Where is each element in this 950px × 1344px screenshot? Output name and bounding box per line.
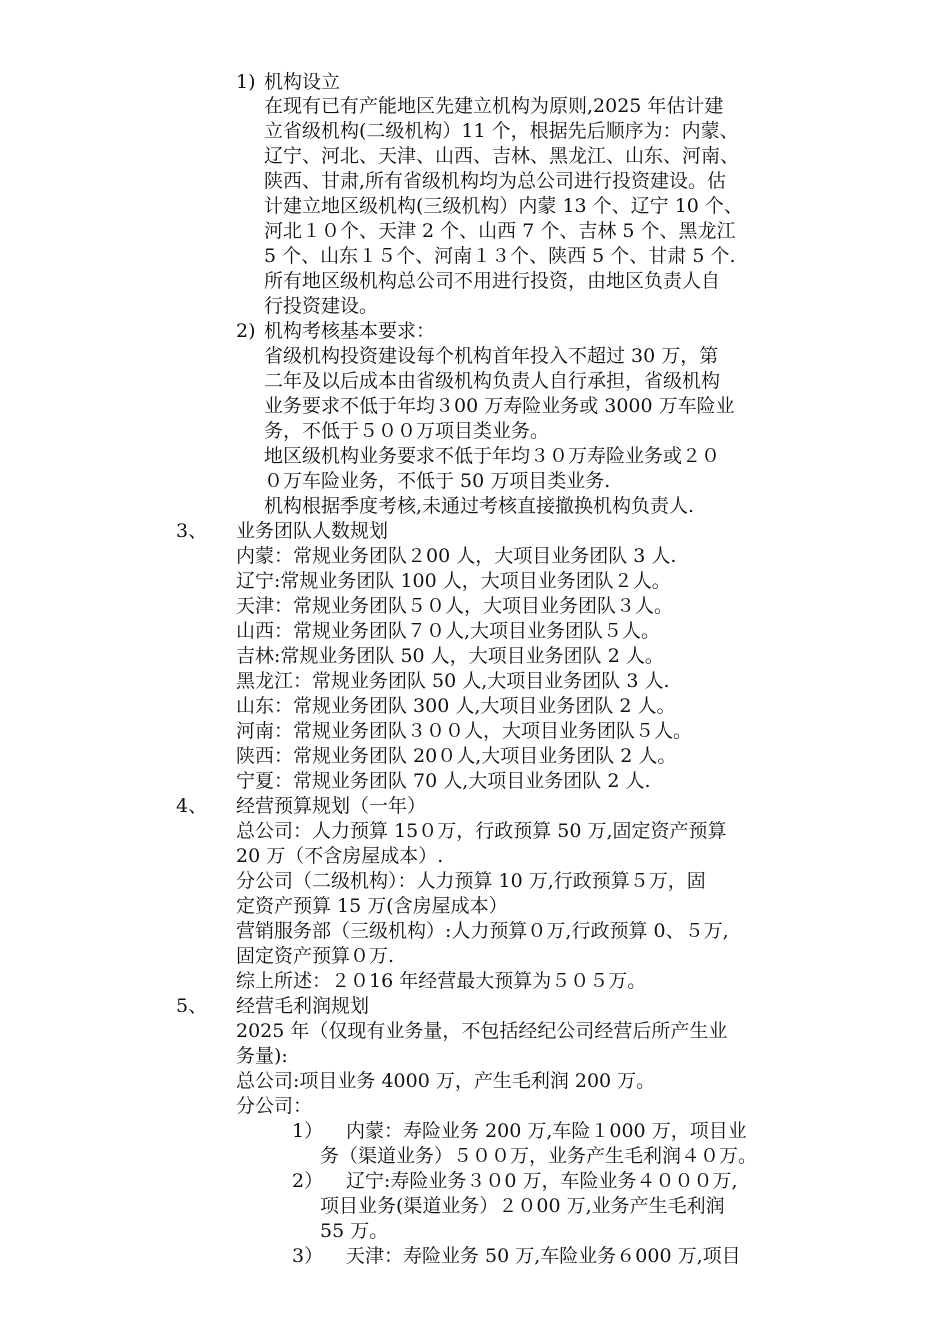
section-2-title: 机构考核基本要求： — [264, 320, 436, 342]
branch-item-number: 3） — [292, 1245, 324, 1267]
team-plan-line: 内蒙：常规业务团队２00 人，大项目业务团队 3 人. — [236, 545, 677, 567]
budget-line: 20 万（不含房屋成本）. — [236, 845, 444, 867]
section-2-line: ０万车险业务，不低于 50 万项目类业务. — [264, 470, 611, 492]
team-plan-line: 辽宁:常规业务团队 100 人，大项目业务团队２人。 — [236, 570, 671, 592]
profit-line: 总公司:项目业务 4000 万，产生毛利润 200 万。 — [236, 1070, 656, 1092]
section-2-number: 2) — [236, 320, 256, 342]
branch-item-number: 1） — [292, 1120, 324, 1142]
team-plan-line: 陕西：常规业务团队 20０人,大项目业务团队 2 人。 — [236, 745, 677, 767]
section-1-number: 1) — [236, 71, 256, 93]
branch-item-line: 内蒙：寿险业务 200 万,车险１000 万，项目业 — [346, 1120, 747, 1142]
section-1-line: 陕西、甘肃,所有省级机构均为总公司进行投资建设。估 — [264, 170, 727, 192]
budget-line: 分公司（二级机构）：人力预算 10 万,行政预算５万，固 — [236, 870, 706, 892]
team-plan-line: 山东：常规业务团队 300 人,大项目业务团队 2 人。 — [236, 695, 676, 717]
team-plan-line: 河南：常规业务团队３００人，大项目业务团队５人。 — [236, 720, 693, 742]
section-4-title: 经营预算规划（一年） — [236, 795, 427, 817]
section-1-line: 立省级机构(二级机构）11 个，根据先后顺序为：内蒙、 — [264, 120, 739, 142]
branch-item-line: 务（渠道业务）５００万，业务产生毛利润４０万。 — [320, 1145, 758, 1167]
section-5-number: 5、 — [176, 995, 208, 1017]
section-2-line: 机构根据季度考核,未通过考核直接撤换机构负责人. — [264, 495, 695, 517]
section-2-line: 务，不低于５００万项目类业务。 — [264, 420, 550, 442]
team-plan-line: 宁夏：常规业务团队 70 人,大项目业务团队 2 人. — [236, 770, 651, 792]
team-plan-line: 黑龙江：常规业务团队 50 人,大项目业务团队 3 人. — [236, 670, 670, 692]
section-3-title: 业务团队人数规划 — [236, 520, 389, 542]
profit-line: 分公司： — [236, 1095, 313, 1117]
section-2-line: 地区级机构业务要求不低于年均３０万寿险业务或２０ — [264, 445, 721, 467]
section-1-line: 计建立地区级机构(三级机构）内蒙 13 个、辽宁 10 个、 — [264, 195, 743, 217]
budget-line: 固定资产预算０万. — [236, 945, 395, 967]
section-1-title: 机构设立 — [264, 71, 341, 93]
budget-line: 综上所述：２０16 年经营最大预算为５０５万。 — [236, 970, 647, 992]
section-1-line: 在现有已有产能地区先建立机构为原则,2025 年估计建 — [264, 95, 724, 117]
profit-line: 务量): — [236, 1045, 288, 1067]
section-1-line: 所有地区级机构总公司不用进行投资，由地区负责人自 — [264, 270, 721, 292]
section-2-line: 省级机构投资建设每个机构首年投入不超过 30 万，第 — [264, 345, 719, 367]
branch-item-number: 2） — [292, 1170, 324, 1192]
budget-line: 定资产预算 15 万(含房屋成本） — [236, 895, 508, 917]
section-1-line: 5 个、山东１５个、河南１３个、陕西 5 个、甘肃 5 个. — [264, 245, 736, 267]
section-2-line: 二年及以后成本由省级机构负责人自行承担，省级机构 — [264, 370, 721, 392]
profit-line: 2025 年（仅现有业务量，不包括经纪公司经营后所产生业 — [236, 1020, 728, 1042]
section-1-line: 行投资建设。 — [264, 295, 379, 317]
section-5-title: 经营毛利润规划 — [236, 995, 370, 1017]
budget-line: 总公司：人力预算 15０万，行政预算 50 万,固定资产预算 — [236, 820, 727, 842]
team-plan-line: 山西：常规业务团队７０人,大项目业务团队５人。 — [236, 620, 661, 642]
section-1-line: 河北１０个、天津 2 个、山西 7 个、吉林 5 个、黑龙江 — [264, 220, 736, 242]
section-4-number: 4、 — [176, 795, 208, 817]
section-1-line: 辽宁、河北、天津、山西、吉林、黑龙江、山东、河南、 — [264, 145, 740, 167]
branch-item-line: 天津：寿险业务 50 万,车险业务６000 万,项目 — [346, 1245, 741, 1267]
budget-line: 营销服务部（三级机构）:人力预算０万,行政预算 0、５万, — [236, 920, 729, 942]
team-plan-line: 吉林:常规业务团队 50 人，大项目业务团队 2 人。 — [236, 645, 664, 667]
section-3-number: 3、 — [176, 520, 208, 542]
section-2-line: 业务要求不低于年均３00 万寿险业务或 3000 万车险业 — [264, 395, 735, 417]
branch-item-line: 项目业务(渠道业务）２０00 万,业务产生毛利润 — [320, 1195, 725, 1217]
branch-item-line: 辽宁:寿险业务３０0 万，车险业务４０００万, — [346, 1170, 738, 1192]
team-plan-line: 天津：常规业务团队５０人，大项目业务团队３人。 — [236, 595, 674, 617]
branch-item-line: 55 万。 — [320, 1220, 389, 1242]
